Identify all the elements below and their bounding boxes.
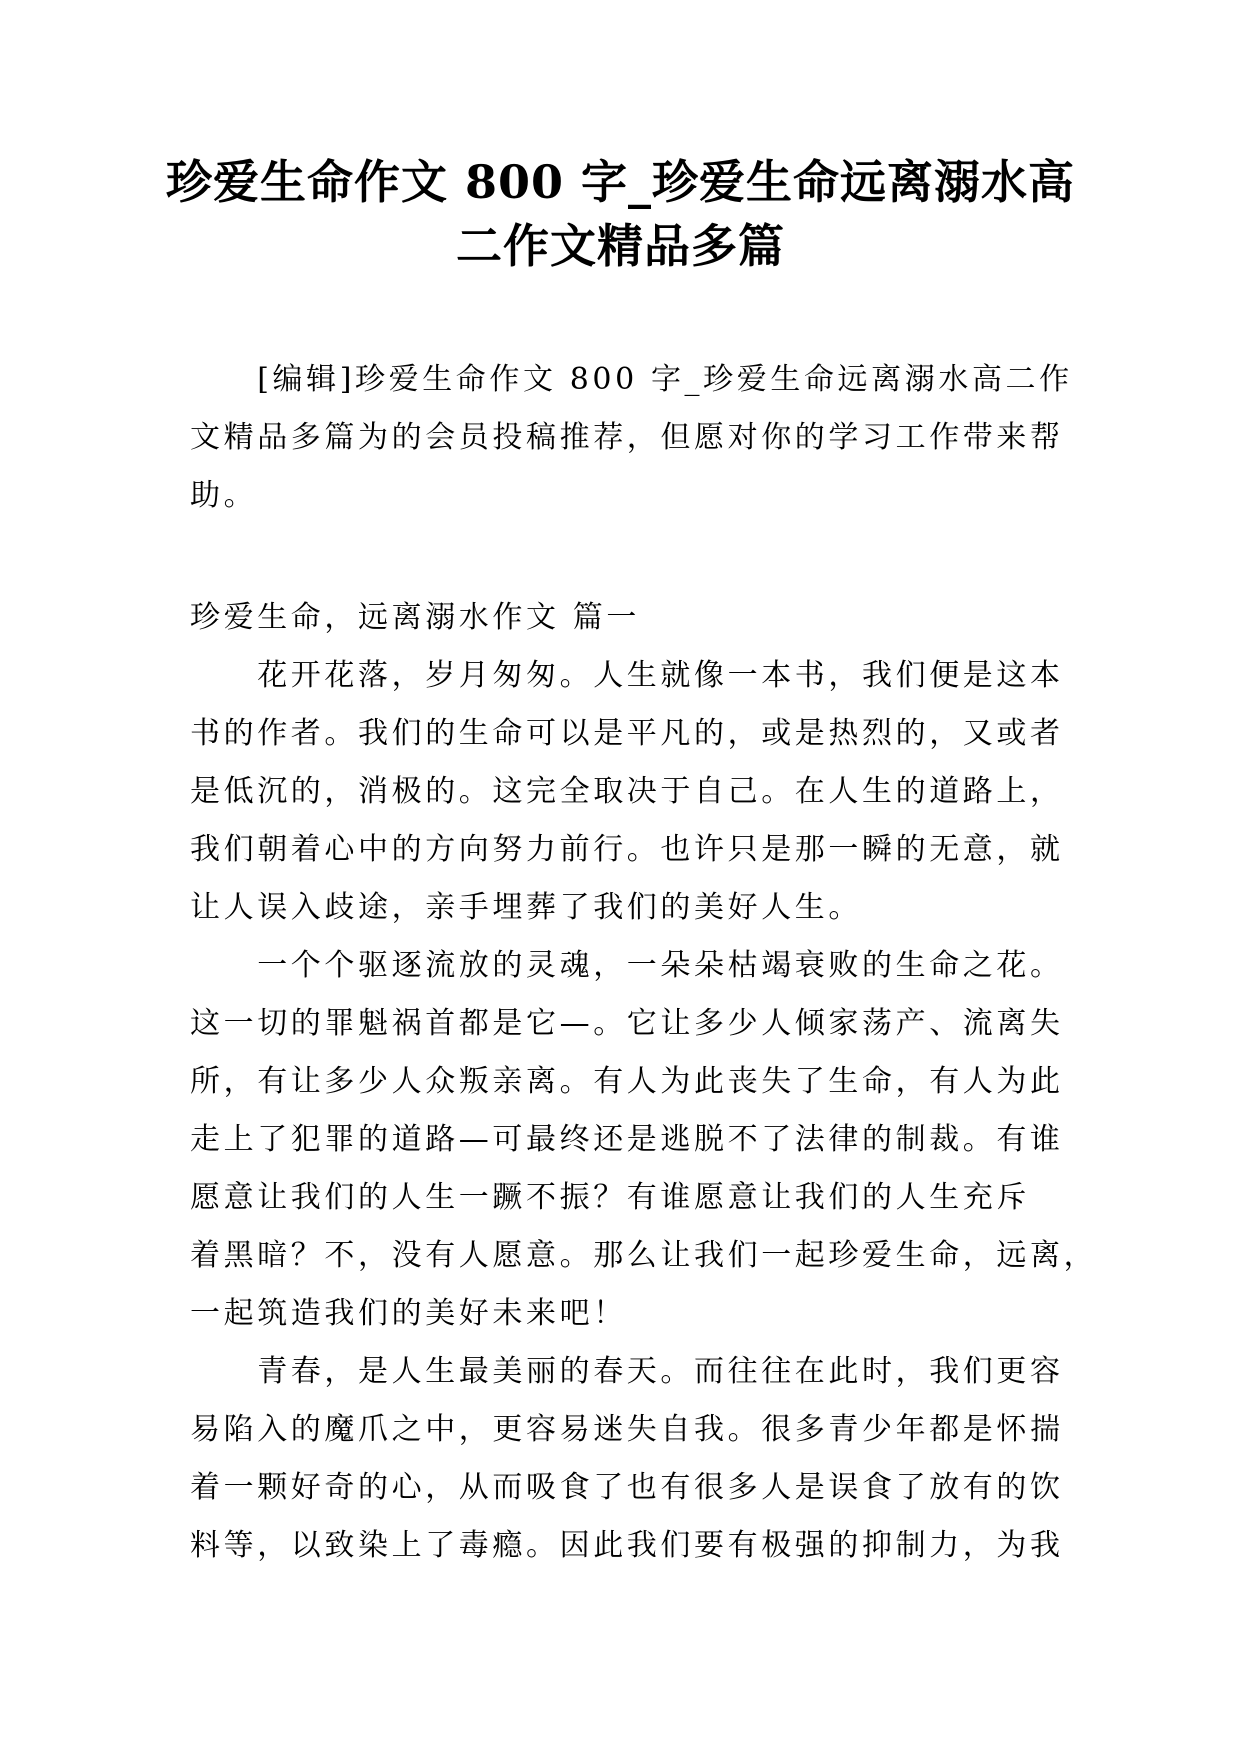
text-line: 易陷入的魔爪之中，更容易迷失自我。很多青少年都是怀揣 — [190, 1412, 1064, 1447]
text-line: 我们朝着心中的方向努力前行。也许只是那一瞬的无意，就 — [190, 832, 1064, 867]
text-line: 着黑暗？不，没有人愿意。那么让我们一起珍爱生命，远离， — [190, 1238, 1098, 1273]
text-line: 书的作者。我们的生命可以是平凡的，或是热烈的，又或者 — [190, 716, 1064, 751]
section-heading — [190, 589, 1060, 647]
text-line: 助。 — [190, 478, 258, 513]
text-line: 花开花落，岁月匆匆。人生就像一本书，我们便是这本 — [190, 658, 1064, 693]
text-line: 一个个驱逐流放的灵魂，一朵朵枯竭衰败的生命之花。 — [190, 948, 1064, 983]
paragraph — [190, 937, 1098, 1343]
text-line: 是低沉的，消极的。这完全取决于自己。在人生的道路上， — [190, 774, 1064, 809]
paragraph — [190, 1343, 1064, 1575]
title-line: 二作文精品多篇 — [456, 219, 785, 273]
text-line: 让人误入歧途，亲手埋葬了我们的美好人生。 — [190, 890, 862, 925]
page-title — [140, 150, 1101, 278]
text-line: 一起筑造我们的美好未来吧！ — [190, 1296, 627, 1331]
text-line: 走上了犯罪的道路—可最终还是逃脱不了法律的制裁。有谁 — [190, 1122, 1064, 1157]
text-line: [编辑]珍爱生命作文 800 字_珍爱生命远离溺水高二作 — [190, 362, 1073, 397]
text-line: 料等，以致染上了毒瘾。因此我们要有极强的抑制力，为我 — [190, 1528, 1064, 1563]
text-line: 这一切的罪魁祸首都是它—。它让多少人倾家荡产、流离失 — [190, 1006, 1064, 1041]
text-line: 文精品多篇为的会员投稿推荐，但愿对你的学习工作带来帮 — [190, 420, 1064, 455]
section-heading-text: 珍爱生命，远离溺水作文 篇一 — [190, 600, 640, 635]
text-line: 所，有让多少人众叛亲离。有人为此丧失了生命，有人为此 — [190, 1064, 1064, 1099]
paragraph — [190, 647, 1064, 937]
text-line: 愿意让我们的人生一蹶不振？有谁愿意让我们的人生充斥 — [190, 1180, 1030, 1215]
title-line: 珍爱生命作文 800 字_珍爱生命远离溺水高 — [165, 155, 1076, 209]
intro-paragraph — [190, 351, 1073, 525]
text-line: 着一颗好奇的心，从而吸食了也有很多人是误食了放有的饮 — [190, 1470, 1064, 1505]
article-body — [190, 647, 1098, 1575]
text-line: 青春，是人生最美丽的春天。而往往在此时，我们更容 — [190, 1354, 1064, 1389]
